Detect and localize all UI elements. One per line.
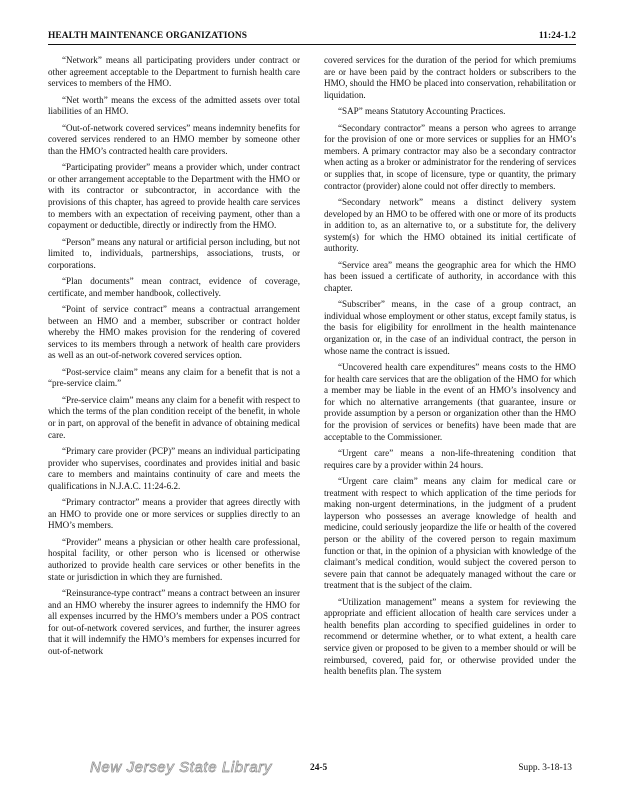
- definition-paragraph: “Out-of-network covered services” means indemnity benefits for covered services rendered to an HMO member by someone other than the HMO’s contracted health care providers.: [48, 122, 300, 156]
- right-column: [324, 55, 576, 755]
- header-title: HEALTH MAINTENANCE ORGANIZATIONS: [48, 31, 248, 41]
- definition-paragraph: “Utilization management” means a system for reviewing the appropriate and efficient allocation of health care services under a health benefits plan according to specified guidelines in order to recommend or determine whether, or to what extent, a health care service given or proposed to be given to a member should or will be reimbursed, covered, paid for, or otherwise provided under the health benefits plan. The system: [324, 596, 576, 677]
- definition-paragraph: “Subscriber” means, in the case of a group contract, an individual whose employment or other status, except family status, is the basis for eligibility for enrollment in the health maintenance organization or, in the case of an individual contract, the person in whose name the contract is issued.: [324, 299, 576, 356]
- definition-paragraph: “Pre-service claim” means any claim for a benefit with respect to which the terms of the plan condition receipt of the benefit, in whole or in part, on approval of the benefit in advance of obtaining medical care.: [48, 394, 300, 440]
- definition-paragraph: “Plan documents” mean contract, evidence of coverage, certificate, and member handbook, collectively.: [48, 276, 300, 298]
- running-header: [48, 31, 576, 41]
- definition-paragraph-continued: covered services for the duration of the period for which premiums are or have been paid by the contract holders or subscribers to the HMO, should the HMO be placed into conservation, rehabilitation or liquidation.: [324, 55, 576, 100]
- definition-paragraph: “Net worth” means the excess of the admitted assets over total liabilities of an HMO.: [48, 94, 300, 117]
- definition-paragraph: “Urgent care” means a non-life-threatening condition that requires care by a provider within 24 hours.: [324, 447, 576, 470]
- left-column: [48, 55, 300, 755]
- definition-paragraph: “Primary contractor” means a provider that agrees directly with an HMO to provide one or more services or supplies directly to an HMO’s members.: [48, 497, 300, 531]
- definition-paragraph: “Uncovered health care expenditures” means costs to the HMO for health care services that are the obligation of the HMO for which a member may be liable in the event of an HMO’s insolvency and for which no alternative arrangements (that guarantee, insure or provide assumption by a person or organization other than the HMO for the provision of services or benefits) have been made that are acceptable to the Commissioner.: [324, 362, 576, 442]
- definition-paragraph: “Person” means any natural or artificial person including, but not limited to, individuals, partnerships, associations, trusts, or corporations.: [48, 236, 300, 270]
- definition-paragraph: “SAP” means Statutory Accounting Practices.: [338, 106, 506, 117]
- definition-paragraph: “Network” means all participating providers under contract or other agreement acceptable to the Department to furnish health care services to members of the HMO.: [48, 55, 300, 89]
- definition-paragraph: “Provider” means a physician or other health care professional, hospital facility, or other person who is licensed or otherwise authorized to provide health care services or other benefits in the state or jurisdiction in which they are furnished.: [48, 536, 300, 582]
- body-columns: [48, 55, 576, 755]
- definition-paragraph: “Urgent care claim” means any claim for medical care or treatment with respect to which application of the time periods for making non-urgent determinations, in the judgment of a prudent layperson who possesses an average knowledge of health and medicine, could seriously jeopardize the life or health of the covered person or the ability of the covered person to regain maximum function or that, in the opinion of a physician with knowledge of the claimant’s medical condition, would subject the covered person to severe pain that cannot be adequately managed without the care or treatment that is the subject of the claim.: [324, 475, 576, 591]
- library-watermark: New Jersey State Library: [90, 759, 272, 776]
- definition-paragraph: “Post-service claim” means any claim for a benefit that is not a “pre-service claim.”: [48, 366, 300, 389]
- definition-paragraph: “Reinsurance-type contract” means a contract between an insurer and an HMO whereby the insurer agrees to indemnify the HMO for all expenses incurred by the HMO’s members under a POS contract for out-of-network covered services, and further, the insurer agrees that it will indemnify the HMO’s members for expenses incurred for out-of-network: [48, 587, 300, 656]
- definition-paragraph: “Primary care provider (PCP)” means an individual participating provider who supervises, coordinates and provides initial and basic care to members and maintains continuity of care and meets the qualifications in N.J.A.C. 11:24-6.2.: [48, 445, 300, 491]
- definition-paragraph: “Secondary contractor” means a person who agrees to arrange for the provision of one or more services or supplies for an HMO’s members. A primary contractor may also be a secondary contractor when acting as a broker or administrator for the rendering of services or supplies that, in scope of licensure, type or quantity, the primary contractor (provider) alone could not offer directly to members.: [324, 122, 576, 191]
- definition-paragraph: “Secondary network” means a distinct delivery system developed by an HMO to be offered with one or more of its products in addition to, as an alternative to, or a substitute for, the delivery system(s) for which the HMO obtained its initial certificate of authority.: [324, 196, 576, 254]
- definition-paragraph: “Point of service contract” means a contractual arrangement between an HMO and a member, subscriber or contract holder whereby the HMO makes provision for the rendering of covered services to its members through a network of health care providers as well as an out-of-network covered services option.: [48, 304, 300, 361]
- supplement-date: Supp. 3-18-13: [518, 763, 572, 773]
- definition-paragraph: “Participating provider” means a provider which, under contract or other arrangement acceptable to the Department with the HMO or with its contractor or subcontractor, in accordance with the provisions of this chapter, has agreed to provide health care services to members with an expectation of receiving payment, other than a copayment or deductible, directly or indirectly from the HMO.: [48, 162, 300, 231]
- page-number: 24-5: [310, 763, 328, 773]
- definition-paragraph: “Service area” means the geographic area for which the HMO has been issued a certificate of authority, in accordance with this chapter.: [324, 259, 576, 293]
- page-footer: [48, 759, 576, 781]
- header-rule: [48, 44, 576, 45]
- header-section-number: 11:24-1.2: [538, 31, 576, 41]
